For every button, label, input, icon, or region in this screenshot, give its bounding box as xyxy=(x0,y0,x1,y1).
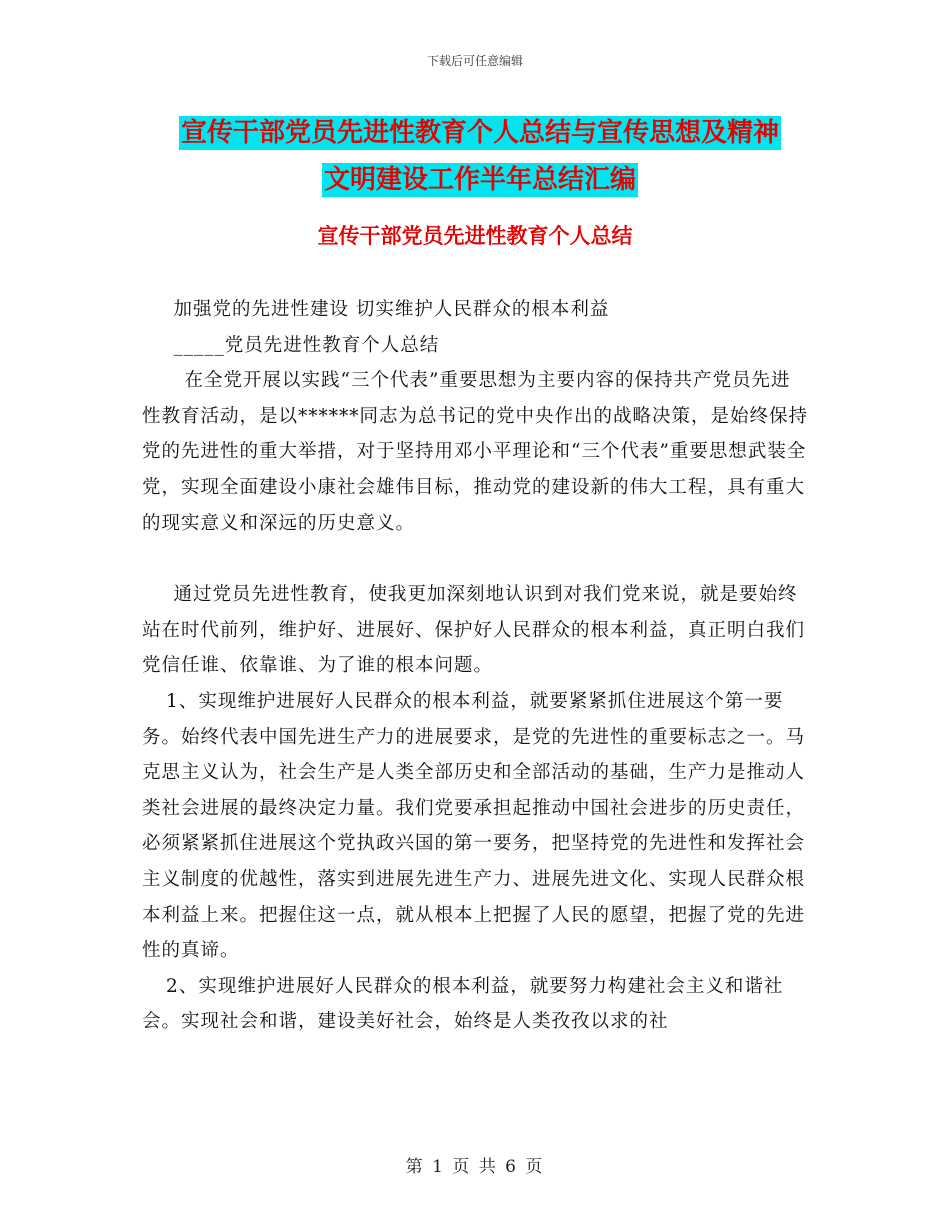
header-note: 下载后可任意编辑 xyxy=(426,54,523,68)
page-footer: 第 1 页 共 6 页 xyxy=(405,1157,545,1177)
paragraph: 1、实现维护进展好人民群众的根本利益，就要紧紧抓住进展这个第一要务。始终代表中国先进生产力的进展要求，是党的先进性的重要标志之一。马克思主义认为，社会生产是人类全部历史和全部活动的基础，生产力是推动人类社会进展的最终决定力量。我们党要承担起推动中国社会进步的历史责任，必须紧紧抓住进展这个党执政兴国的第一要务，把坚持党的先进性和发挥社会主义制度的优越性，落实到进展先进生产力、进展先进文化、实现人民群众根本利益上来。把握住这一点，就从根本上把握了人民的愿望，把握了党的先进性的真谛。 xyxy=(142,690,806,962)
document-body xyxy=(142,292,808,1040)
paragraph-byline: _____党员先进性教育个人总结 xyxy=(173,334,440,356)
section-title: 宣传干部党员先进性教育个人总结 xyxy=(317,224,633,248)
document-title-line2: 文明建设工作半年总结汇编 xyxy=(323,165,636,195)
document-title xyxy=(140,110,820,204)
paragraph: 2、实现维护进展好人民群众的根本利益，就要努力构建社会主义和谐社会。实现社会和谐，建设美好社会，始终是人类孜孜以求的社 xyxy=(142,975,784,1033)
paragraph-gap xyxy=(142,541,808,577)
paragraph-subtitle: 加强党的先进性建设 切实维护人民群众的根本利益 xyxy=(173,299,610,320)
paragraph: 在全党开展以实践“三个代表”重要思想为主要内容的保持共产党员先进性教育活动，是以******同志为总书记的党中央作出的战略决策，是始终保持党的先进性的重大举措，对于坚持用邓小平理论和“三个代表”重要思想武装全党，实现全面建设小康社会雄伟目标，推动党的建设新的伟大工程，具有重大的现实意义和深远的历史意义。 xyxy=(142,370,809,534)
document-title-line1: 宣传干部党员先进性教育个人总结与宣传思想及精神 xyxy=(180,118,779,148)
paragraph: 通过党员先进性教育，使我更加深刻地认识到对我们党来说，就是要始终站在时代前列，维护好、进展好、保护好人民群众的根本利益，真正明白我们党信任谁、依靠谁、为了谁的根本问题。 xyxy=(142,584,806,677)
